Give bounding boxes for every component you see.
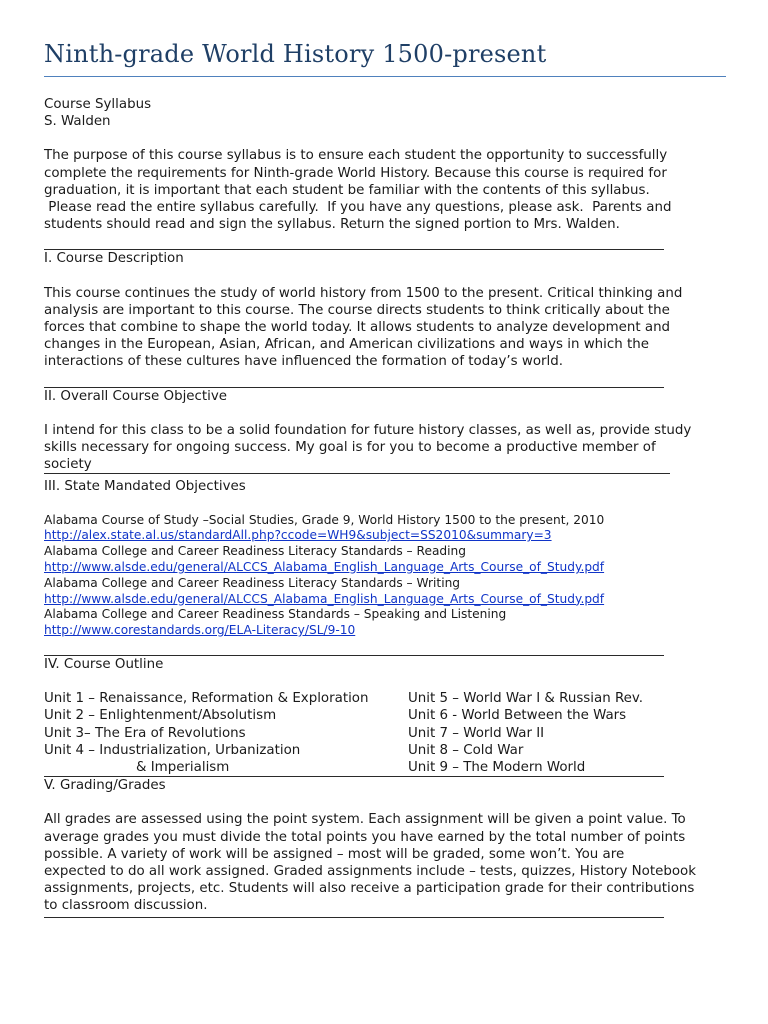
- paragraph-line: expected to do all work assigned. Graded assignments include – tests, quizzes, History Notebook: [44, 864, 696, 880]
- intro-line: complete the requirements for Ninth-grade World History. Because this course is required for: [44, 165, 667, 181]
- paragraph-line: to classroom discussion.: [44, 898, 208, 914]
- paragraph-line: interactions of these cultures have influenced the formation of today’s world.: [44, 354, 563, 370]
- course-description-paragraph: [44, 285, 734, 371]
- paragraph-line: changes in the European, Asian, African, and American civilizations and ways in which the: [44, 337, 649, 353]
- document-title: Ninth-grade World History 1500-present: [44, 40, 547, 68]
- outline-column-right: [408, 690, 643, 776]
- paragraph-line: society: [44, 457, 92, 473]
- intro-line: Please read the entire syllabus carefully. If you have any questions, please ask. Parents and: [44, 200, 672, 216]
- header-course-syllabus: Course Syllabus: [44, 97, 152, 112]
- objective-link[interactable]: http://alex.state.al.us/standardAll.php?ccode=WH9&subject=SS2010&summary=3: [44, 528, 552, 543]
- section-heading-course-description: I. Course Description: [44, 251, 184, 267]
- objective-link[interactable]: http://www.alsde.edu/general/ALCCS_Alabama_English_Language_Arts_Course_of_Study.pdf: [44, 560, 605, 575]
- paragraph-line: analysis are important to this course. The course directs students to think critically about the: [44, 302, 670, 318]
- section-heading-course-outline: IV. Course Outline: [44, 657, 164, 673]
- header-teacher: S. Walden: [44, 114, 111, 130]
- grading-paragraph: [44, 811, 734, 914]
- paragraph-line: assignments, projects, etc. Students will also receive a participation grade for their contributions: [44, 881, 695, 897]
- document-body: [44, 96, 734, 918]
- unit-item: Unit 9 – The Modern World: [408, 760, 586, 776]
- intro-line: The purpose of this course syllabus is to ensure each student the opportunity to successfully: [44, 148, 668, 164]
- unit-item: Unit 1 – Renaissance, Reformation & Exploration: [44, 691, 369, 707]
- section-heading-course-objective: II. Overall Course Objective: [44, 388, 228, 404]
- paragraph-line: All grades are assessed using the point system. Each assignment will be given a point value. To: [44, 812, 686, 828]
- unit-item-continued: & Imperialism: [136, 760, 230, 776]
- objective-link[interactable]: http://www.corestandards.org/ELA-Literacy/SL/9-10: [44, 623, 356, 638]
- section-heading-grading: V. Grading/Grades: [44, 778, 166, 794]
- title-rule: [44, 76, 726, 77]
- section-divider: [44, 915, 664, 918]
- unit-item: Unit 7 – World War II: [408, 725, 545, 741]
- intro-line: students should read and sign the syllabus. Return the signed portion to Mrs. Walden.: [44, 217, 620, 233]
- objective-text: Alabama Course of Study –Social Studies, Grade 9, World History 1500 to the present, 2010: [44, 512, 605, 527]
- intro-line: graduation, it is important that each student be familiar with the contents of this syllabus.: [44, 182, 650, 198]
- paragraph-line: forces that combine to shape the world today. It allows students to analyze development and: [44, 320, 671, 336]
- unit-item: Unit 3– The Era of Revolutions: [44, 725, 246, 741]
- state-objectives-list: [44, 513, 734, 639]
- outline-column-left: [44, 690, 408, 776]
- section-heading-state-objectives: III. State Mandated Objectives: [44, 479, 246, 495]
- section-divider: [44, 233, 664, 250]
- unit-item: Unit 5 – World War I & Russian Rev.: [408, 691, 644, 707]
- unit-item: Unit 8 – Cold War: [408, 742, 524, 758]
- paragraph-line: I intend for this class to be a solid foundation for future history classes, as well as, provide study: [44, 422, 692, 438]
- paragraph-line: skills necessary for ongoing success. My goal is for you to become a productive member of: [44, 440, 656, 456]
- unit-item: Unit 6 - World Between the Wars: [408, 708, 627, 724]
- section-divider: [44, 371, 664, 388]
- paragraph-line: This course continues the study of world history from 1500 to the present. Critical thinking and: [44, 285, 683, 301]
- unit-item: Unit 2 – Enlightenment/Absolutism: [44, 708, 277, 724]
- objective-text: Alabama College and Career Readiness Literacy Standards – Writing: [44, 575, 461, 590]
- objective-text: Alabama College and Career Readiness Literacy Standards – Reading: [44, 544, 466, 559]
- intro-paragraph: [44, 147, 734, 233]
- course-outline: [44, 690, 734, 776]
- objective-text: Alabama College and Career Readiness Standards – Speaking and Listening: [44, 607, 507, 622]
- objective-link[interactable]: http://www.alsde.edu/general/ALCCS_Alabama_English_Language_Arts_Course_of_Study.pdf: [44, 591, 605, 606]
- unit-item: Unit 4 – Industrialization, Urbanization: [44, 742, 301, 758]
- paragraph-line: average grades you must divide the total points you have earned by the total number of points: [44, 829, 686, 845]
- course-objective-paragraph: [44, 422, 734, 474]
- paragraph-line: possible. A variety of work will be assigned – most will be graded, some won’t. You are: [44, 846, 625, 862]
